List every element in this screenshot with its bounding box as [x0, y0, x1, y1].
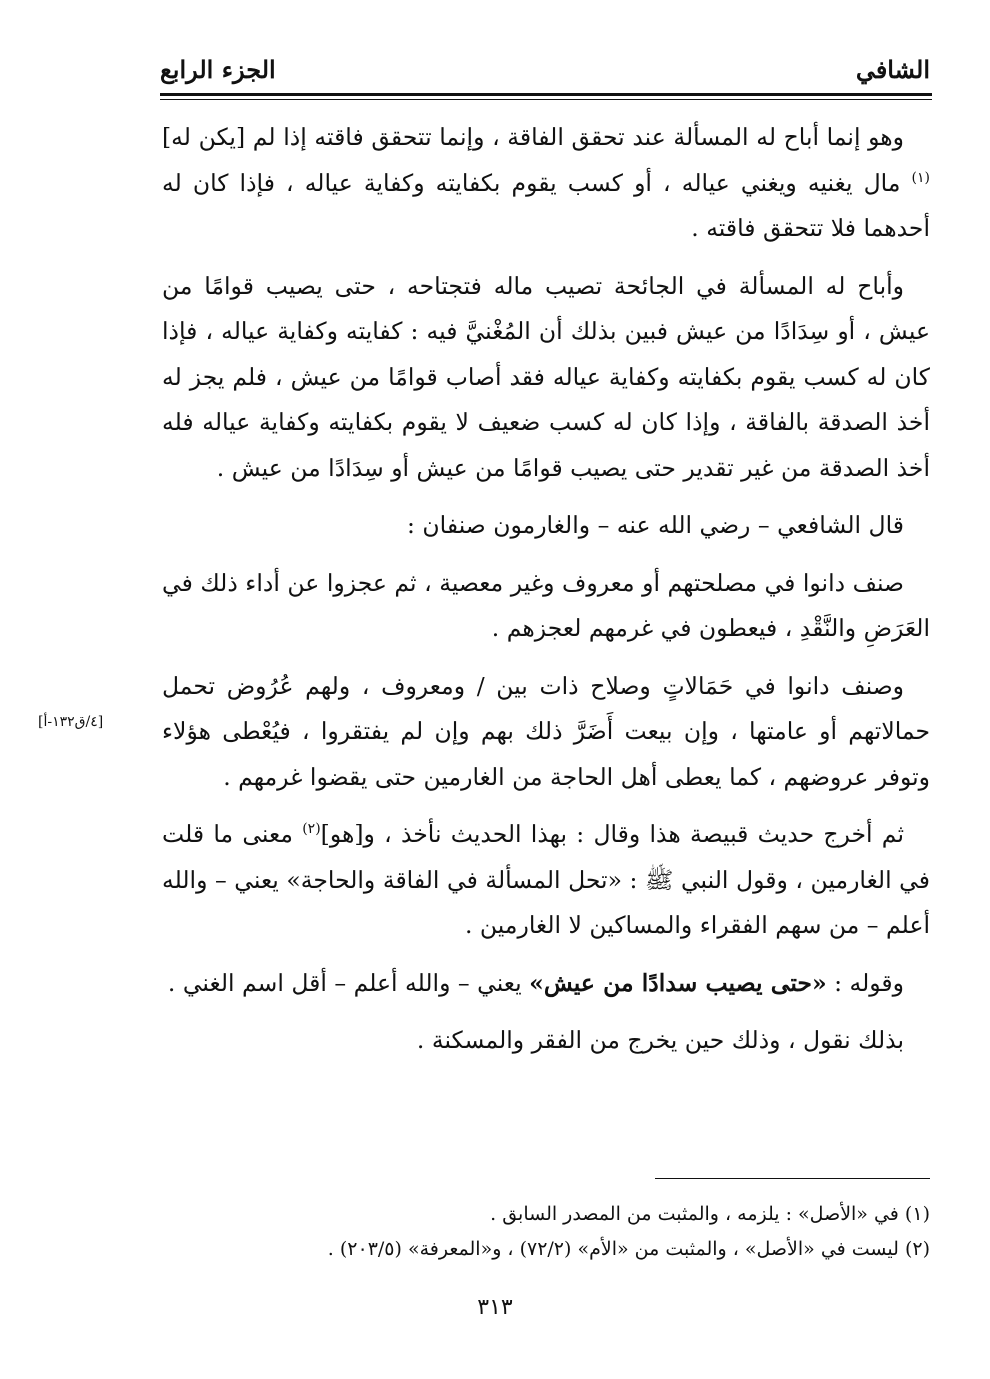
footnotes	[162, 1197, 930, 1267]
volume-title: الجزء الرابع	[160, 55, 276, 84]
paragraph-3: قال الشافعي – رضي الله عنه – والغارمون صنفان :	[407, 511, 904, 539]
footnote-1: (١) في «الأصل» : يلزمه ، والمثبت من المصدر السابق .	[490, 1203, 930, 1225]
book-title: الشافي	[855, 55, 930, 84]
footnote-2: (٢) ليست في «الأصل» ، والمثبت من «الأم» (٧٢/٢) ، و«المعرفة» (٢٠٣/٥) .	[327, 1238, 930, 1260]
paragraph-8: بذلك نقول ، وذلك حين يخرج من الفقر والمسكنة .	[416, 1026, 904, 1054]
paragraph-7: وقوله : «حتى يصيب سدادًا من عيش» يعني – والله أعلم – أقل اسم الغني .	[167, 968, 904, 997]
manuscript-folio-marker: [٤/ق١٣٢-أ]	[38, 714, 104, 730]
header-thick-rule	[160, 93, 932, 96]
footnote-separator	[655, 1178, 930, 1179]
page-number: ٣١٣	[477, 1295, 513, 1320]
quoted-hadith-phrase: «حتى يصيب سدادًا من عيش»	[529, 968, 827, 997]
main-text	[162, 115, 930, 1076]
paragraph-5: وصنف دانوا في حَمَالاتٍ وصلاح ذات بين / ومعروف ، ولهم عُرُوض تحمل حمالاتهم أو عامتها ، وإن بيعت أَضَرَّ ذلك بهم وإن لم يفتقروا ، فيُعْطى هؤلاء وتوفر عروضهم ، كما يعطى أهل الحاجة من الغارمين حتى يقضوا غرمهم .	[162, 671, 930, 791]
header-thin-rule	[160, 99, 932, 100]
paragraph-2: وأباح له المسألة في الجائحة تصيب ماله فتجتاحه ، حتى يصيب قوامًا من عيش ، أو سِدَادًا من عيش فبين بذلك أن المُغْنيَّ فيه : كفايته وكفاية عياله ، فإذا كان له كسب يقوم بكفايته وكفاية عياله فقد أصاب قوامًا من عيش ، فلم يجز له أخذ الصدقة بالفاقة ، وإذا كان له كسب ضعيف لا يقوم بكفايته وكفاية عياله فله أخذ الصدقة من غير تقدير حتى يصيب قوامًا من عيش أو سِدَادًا من عيش .	[162, 271, 930, 482]
paragraph-4: صنف دانوا في مصلحتهم أو معروف وغير معصية ، ثم عجزوا عن أداء ذلك في العَرَضِ والنَّقْدِ ، فيعطون في غرمهم لعجزهم .	[162, 568, 930, 642]
running-header	[160, 55, 930, 95]
paragraph-1: وهو إنما أباح له المسألة عند تحقق الفاقة ، وإنما تتحقق فاقته إذا لم [يكن له]$^{(١)}$ مال يغنيه ويغني عياله ، أو كسب يقوم بكفايته وكفاية عياله ، فإذا كان له أحدهما فلا تتحقق فاقته .	[162, 123, 930, 242]
paragraph-6: ثم أخرج حديث قبيصة هذا وقال : بهذا الحديث نأخذ ، و[هو]$^{(٢)}$ معنى ما قلت في الغارمين ، وقول النبي ﷺ : «تحل المسألة في الفاقة والحاجة» يعني – والله أعلم – من سهم الفقراء والمساكين لا الغارمين .	[162, 820, 930, 939]
footnote-ref-2: (٢)	[302, 821, 321, 838]
footnote-ref-1: (١)	[911, 169, 930, 186]
